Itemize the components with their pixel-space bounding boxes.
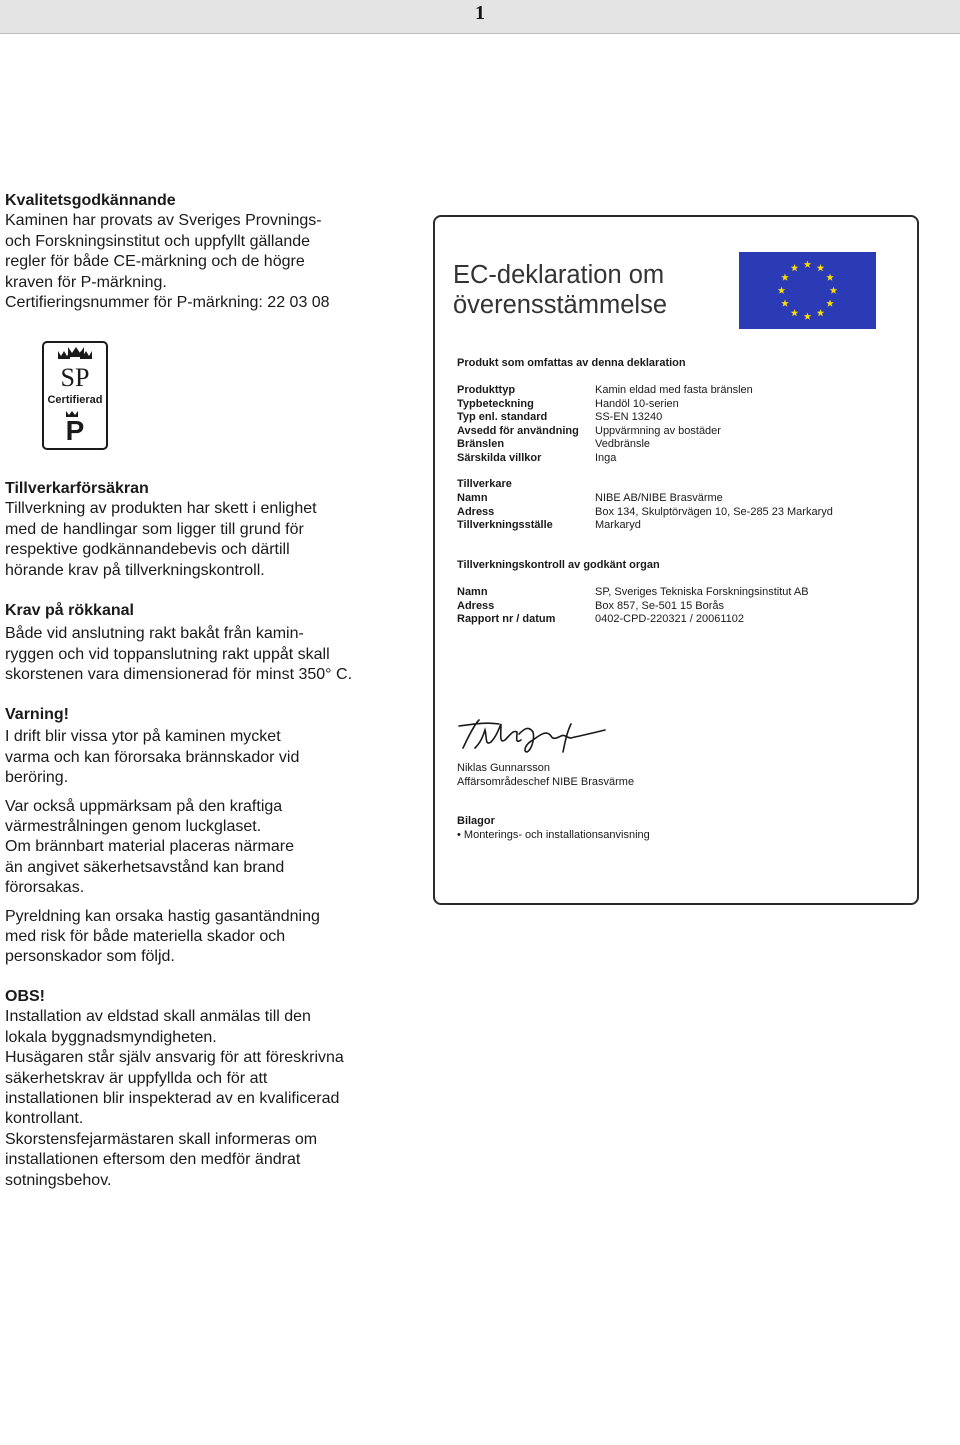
warning-line: än angivet säkerhetsavstånd kan brand — [5, 858, 285, 876]
control-value: Box 857, Se-501 15 Borås — [595, 599, 725, 612]
obs-section — [5, 987, 377, 1191]
sp-logo-text: SP — [60, 363, 90, 392]
manufacturer-value: NIBE AB/NIBE Brasvärme — [595, 492, 723, 504]
warning-line: I drift blir vissa ytor på kaminen mycket — [5, 728, 281, 746]
control-value: 0402-CPD-220321 / 20061102 — [595, 613, 745, 626]
manufacturer-line: Tillverkning av produkten har skett i enlighet — [5, 500, 317, 518]
warning-heading: Varning! — [5, 706, 70, 723]
obs-line: säkerhetskrav är uppfyllda och för att — [5, 1069, 268, 1087]
manufacturer-heading: Tillverkarförsäkran — [5, 480, 149, 497]
attachment-item: • Monterings- och installationsanvisning — [457, 829, 650, 841]
product-value: Inga — [595, 452, 617, 464]
quality-line: Certifieringsnummer för P-märkning: 22 03 08 — [5, 294, 330, 312]
product-value: SS-EN 13240 — [595, 411, 663, 424]
manufacturer-label: Tillverkningsställe — [457, 519, 553, 532]
obs-line: kontrollant. — [5, 1110, 84, 1128]
flue-line: ryggen och vid toppanslutning rakt uppåt skall — [5, 645, 330, 663]
warning-line: Om brännbart material placeras närmare — [5, 838, 295, 856]
product-label: Bränslen — [457, 438, 505, 451]
manufacturer-heading-card: Tillverkare — [457, 478, 512, 490]
certified-label: Certifierad — [47, 394, 103, 406]
obs-line: Husägaren står själv ansvarig för att föreskrivna — [5, 1049, 344, 1067]
control-value: SP, Sveriges Tekniska Forskningsinstitut AB — [595, 586, 809, 598]
warning-line: med risk för både materiella skador och — [5, 928, 286, 946]
control-heading: Tillverkningskontroll av godkänt organ — [457, 559, 660, 571]
manufacturer-assurance-section — [5, 479, 377, 581]
quality-line: och Forskningsinstitut och uppfyllt gällande — [5, 232, 311, 250]
product-value: Uppvärmning av bostäder — [595, 424, 721, 437]
handwritten-signature — [455, 712, 620, 757]
warning-line: Pyreldning kan orsaka hastig gasantändning — [5, 907, 320, 925]
product-label: Produkttyp — [457, 384, 516, 396]
manufacturer-label: Namn — [457, 492, 488, 504]
manufacturer-value: Markaryd — [595, 519, 641, 532]
obs-line: Skorstensfejarmästaren skall informeras om — [5, 1130, 318, 1148]
quality-line: regler för både CE-märkning och de högre — [5, 253, 305, 271]
obs-line: installationen blir inspekterad av en kvalificerad — [5, 1090, 340, 1108]
flue-heading: Krav på rökkanal — [5, 602, 134, 619]
flue-line: Både vid anslutning rakt bakåt från kamin- — [5, 625, 304, 643]
flue-line: skorstenen vara dimensionerad för minst 350° C. — [5, 666, 353, 684]
flue-section — [5, 601, 377, 686]
quality-section — [5, 191, 377, 313]
control-label: Adress — [457, 599, 495, 612]
obs-line: lokala byggnadsmyndigheten. — [5, 1028, 217, 1046]
manufacturer-line: med de handlingar som ligger till grund för — [5, 520, 304, 538]
control-label: Namn — [457, 586, 488, 598]
product-label: Typ enl. standard — [457, 411, 548, 424]
p-mark-letter: P — [65, 415, 85, 446]
product-label: Typbeteckning — [457, 397, 534, 410]
quality-line: Kaminen har provats av Sveriges Provnings- — [5, 212, 322, 230]
quality-heading: Kvalitetsgodkännande — [5, 192, 176, 209]
obs-line: Installation av eldstad skall anmälas till den — [5, 1008, 311, 1026]
declaration-title-line: EC-deklaration om — [453, 261, 665, 289]
declaration-title-line: överensstämmelse — [453, 291, 667, 319]
manufacturer-line: respektive godkännandebevis och därtill — [5, 541, 290, 559]
manufacturer-label: Adress — [457, 505, 495, 518]
warning-line: personskador som följd. — [5, 948, 175, 966]
obs-line: installationen eftersom den medför ändrat — [5, 1151, 301, 1169]
product-value: Vedbränsle — [595, 438, 651, 451]
obs-line: sotningsbehov. — [5, 1171, 112, 1189]
obs-heading: OBS! — [5, 988, 45, 1005]
product-label: Avsedd för användning — [457, 424, 579, 437]
eu-flag-icon — [739, 252, 876, 329]
product-heading: Produkt som omfattas av denna deklaration — [457, 357, 686, 369]
page-number: 1 — [475, 2, 485, 24]
control-label: Rapport nr / datum — [457, 613, 556, 626]
product-label: Särskilda villkor — [457, 452, 542, 464]
declaration-title — [453, 260, 667, 320]
warning-line: värmestrålningen genom luckglaset. — [5, 818, 262, 836]
manufacturer-value: Box 134, Skulptörvägen 10, Se-285 23 Markaryd — [595, 505, 833, 518]
attachments-heading: Bilagor — [457, 815, 495, 827]
warning-line: varma och kan förorsaka brännskador vid — [5, 748, 300, 766]
product-value: Handöl 10-serien — [595, 397, 679, 410]
sp-certified-logo — [42, 341, 108, 450]
product-value: Kamin eldad med fasta bränslen — [595, 384, 753, 396]
warning-line: förorsakas. — [5, 879, 85, 897]
quality-line: kraven för P-märkning. — [5, 273, 167, 291]
warning-line: Var också uppmärksam på den kraftiga — [5, 797, 283, 815]
warning-line: beröring. — [5, 769, 69, 787]
signer-name: Niklas Gunnarsson — [457, 762, 550, 774]
warning-section — [5, 705, 377, 968]
manufacturer-line: hörande krav på tillverkningskontroll. — [5, 561, 265, 579]
signer-title: Affärsområdeschef NIBE Brasvärme — [457, 775, 635, 788]
